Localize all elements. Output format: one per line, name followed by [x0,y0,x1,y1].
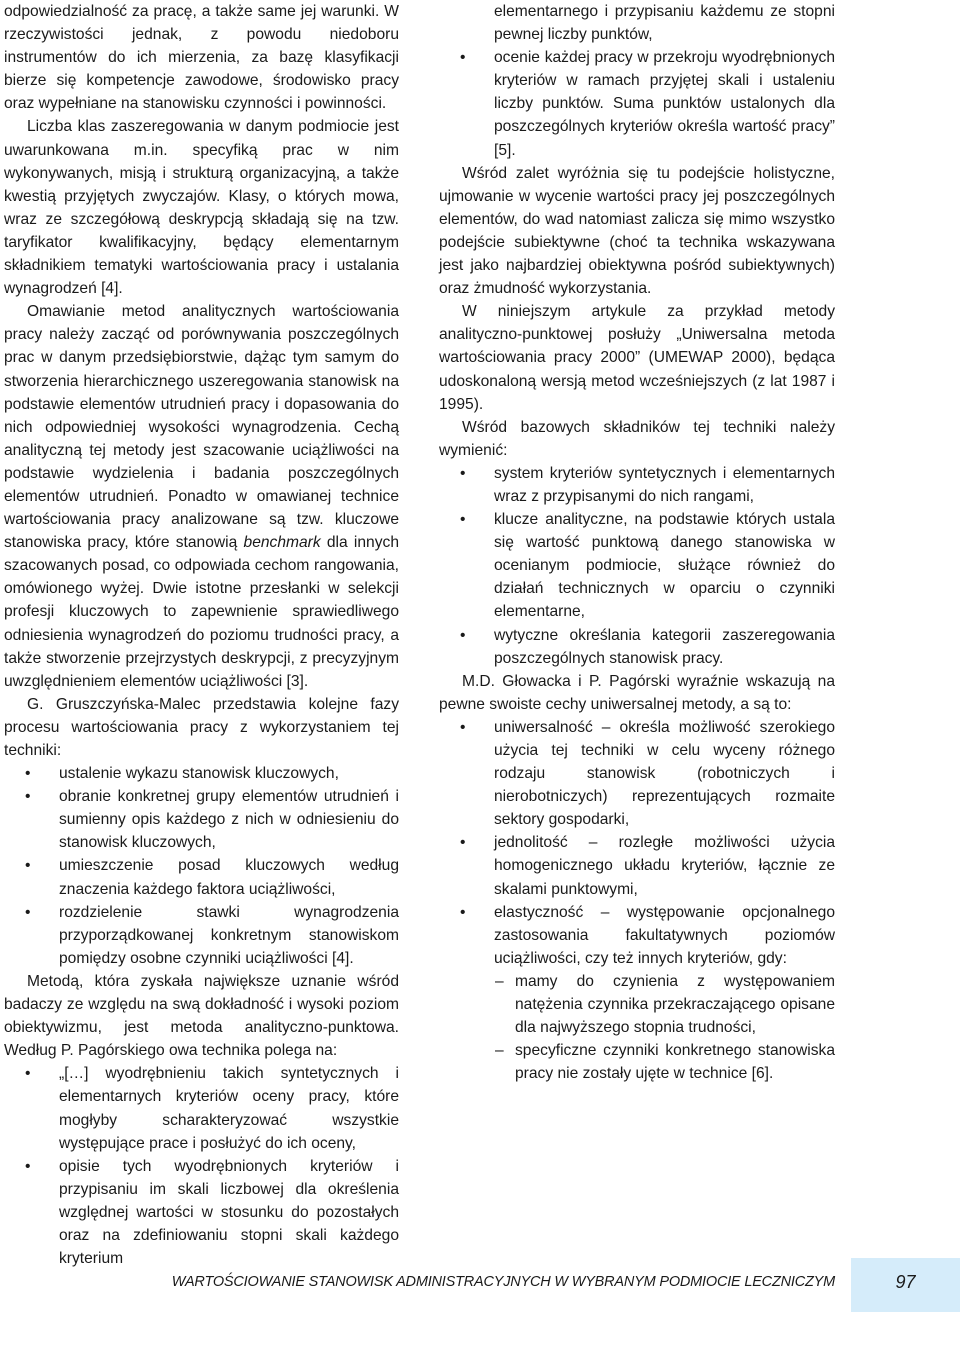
right-column [439,0,835,1085]
components-list [439,462,835,670]
list-item: • elastyczność – występowanie opcjonalnego zastosowania fakultatywnych poziomów uciążliwości, czy też innych kryteriów, gdy: [439,901,835,970]
paragraph: odpowiedzialność za pracę, a także same jej warunki. W rzeczywistości jednak, z powodu niedoboru instrumentów do ich mierzenia, za bazę klasyfikacji bierze się kompetencje zawodowe, środowisko pracy oraz wypełniane na stanowisku czynności i powinności. [4,3,399,113]
text-span: dla innych szacowanych posad, co odpowiada cechom rangowania, omówionego wyżej. Dwie istotne przesłanki w selekcji profesji kluczowych to zapewnienie sprawiedliwego odniesienia wynagrodzeń do poziomu trudności pracy, a także stworzenie przejrzystych deskrypcji, z precyzyjnym uwzględnieniem elementów uciążliwości [3]. [4,534,399,690]
left-column [4,0,399,1270]
paragraph: M.D. Głowacka i P. Pagórski wyraźnie wskazują na pewne swoiste cechy uniwersalnej metody, a są to: [439,672,835,713]
paragraph: Wśród zalet wyróżnia się tu podejście holistyczne, ujmowanie w wycenie wartości pracy jej poszczególnych elementów, do wad natomiast zalicza się mimo wszystko podejście subiektywne (choć ta technika wskazywana jest jako najbardziej obiektywna pośród subiektywnych) oraz żmudność wykorzystania. [439,164,835,298]
list-item: • klucze analityczne, na podstawie których ustala się wartość punktową danego stanowiska w ocenianym podmiocie, służące również do działań technicznych w oparciu o czynniki elementarne, [439,508,835,623]
page-number-box [851,1258,960,1312]
list-item: • ustalenie wykazu stanowisk kluczowych, [4,762,399,785]
list-item: • umieszczenie posad kluczowych według znaczenia każdego faktora uciążliwości, [4,854,399,900]
list-item: • wytyczne określania kategorii zaszeregowania poszczególnych stanowisk pracy. [439,624,835,670]
paragraph: Wśród bazowych składników tej techniki należy wymienić: [439,418,835,459]
features-list [439,716,835,970]
list-item: • opisie tych wyodrębnionych kryteriów i przypisaniu im skali liczbowej dla określenia względnej wartości w stosunku do pozostałych oraz na zdefiniowaniu stopni skali każdego kryterium [4,1155,399,1270]
list-item: • uniwersalność – określa możliwość szerokiego użycia tej techniki w celu wyceny różnego rodzaju stanowisk (robotniczych i nierobotniczych) reprezentujących rozmaite sektory gospodarki, [439,716,835,831]
sub-features-list [439,970,835,1085]
paragraph: G. Gruszczyńska-Malec przedstawia kolejne fazy procesu wartościowania pracy z wykorzystaniem tej techniki: [4,695,399,759]
list-item: • obranie konkretnej grupy elementów utrudnień i sumienny opis każdego z nich w odniesieniu do stanowisk kluczowych, [4,785,399,854]
list-item: • rozdzielenie stawki wynagrodzenia przyporządkowanej konkretnym stanowiskom pomiędzy osobne czynniki uciążliwości [4]. [4,901,399,970]
list-item: • ocenie każdej pracy w przekroju wyodrębnionych kryteriów w ramach przyjętej skali i ustaleniu liczby punktów. Suma punktów ustalonych dla poszczególnych kryteriów określa wartość pracy” [5]. [439,46,835,161]
list-item: • system kryteriów syntetycznych i elementarnych wraz z przypisanymi do nich rangami, [439,462,835,508]
list-item: • jednolitość – rozległe możliwości użycia homogenicznego układu kryteriów, łącznie ze skalami punktowymi, [439,831,835,900]
page-number: 97 [895,1272,916,1292]
running-title: WARTOŚCIOWANIE STANOWISK ADMINISTRACYJNYCH W WYBRANYM PODMIOCIE LECZNICZYM [171,1274,835,1290]
sub-list-item: – specyficzne czynniki konkretnego stanowiska pracy nie zostały ujęte w technice [6]. [439,1039,835,1085]
italic-term: benchmark [243,534,321,552]
list-item: • „[…] wyodrębnieniu takich syntetycznych i elementarnych kryteriów oceny pracy, które mogłyby scharakteryzować wszystkie występujące prace i posłużyć do ich oceny, [4,1062,399,1154]
phases-list [4,762,399,970]
list-item-continuation: elementarnego i przypisaniu każdemu ze stopni pewnej liczby punktów, [494,3,835,44]
paragraph: Metodą, która zyskała największe uznanie wśród badaczy ze względu na swą dokładność i wysoki poziom obiektywizmu, jest metoda analityczno-punktowa. Według P. Pagórskiego owa technika polega na: [4,972,399,1060]
technique-list-continued [439,0,835,162]
paragraph: W niniejszym artykule za przykład metody analityczno-punktowej posłuży „Uniwersalna metoda wartościowania pracy 2000” (UMEWAP 2000), będąca udoskonaloną wersją metod wcześniejszych (z lat 1987 i 1995). [439,303,835,413]
sub-list-item: – mamy do czynienia z występowaniem natężenia czynnika przekraczającego opisane dla najwyższego stopnia trudności, [439,970,835,1039]
paragraph: Liczba klas zaszeregowania w danym podmiocie jest uwarunkowana m.in. specyfiką prac w nim wykonywanych, misją i strukturą organizacyjną, a także kwestią przyjętych zwyczajów. Klasy, o których mowa, wraz ze szczegółową deskrypcją składają się na tzw. taryfikator kwalifikacyjny, będący elementarnym składnikiem tematyki wartościowania pracy i ustalania wynagrodzeń [4]. [4,118,399,298]
paragraph [4,300,399,693]
page-footer [0,1258,960,1358]
technique-list [4,1062,399,1270]
text-span: Omawianie metod analitycznych wartościowania pracy należy zacząć od porównywania poszczególnych prac w danym przedsiębiorstwie, dążąc tym samym do stworzenia hierarchicznego uszeregowania stanowisk na podstawie elementów utrudnień pracy i dopasowania do nich odpowiedniej wysokości wynagrodzenia. Cechą analityczną tej metody jest szacowanie uciążliwości na podstawie wydzielenia i badania poszczególnych elementów utrudnień. Ponadto w omawianej technice wartościowania pracy analizowane są tzw. kluczowe stanowiska pracy, które stanowią [4,303,399,552]
